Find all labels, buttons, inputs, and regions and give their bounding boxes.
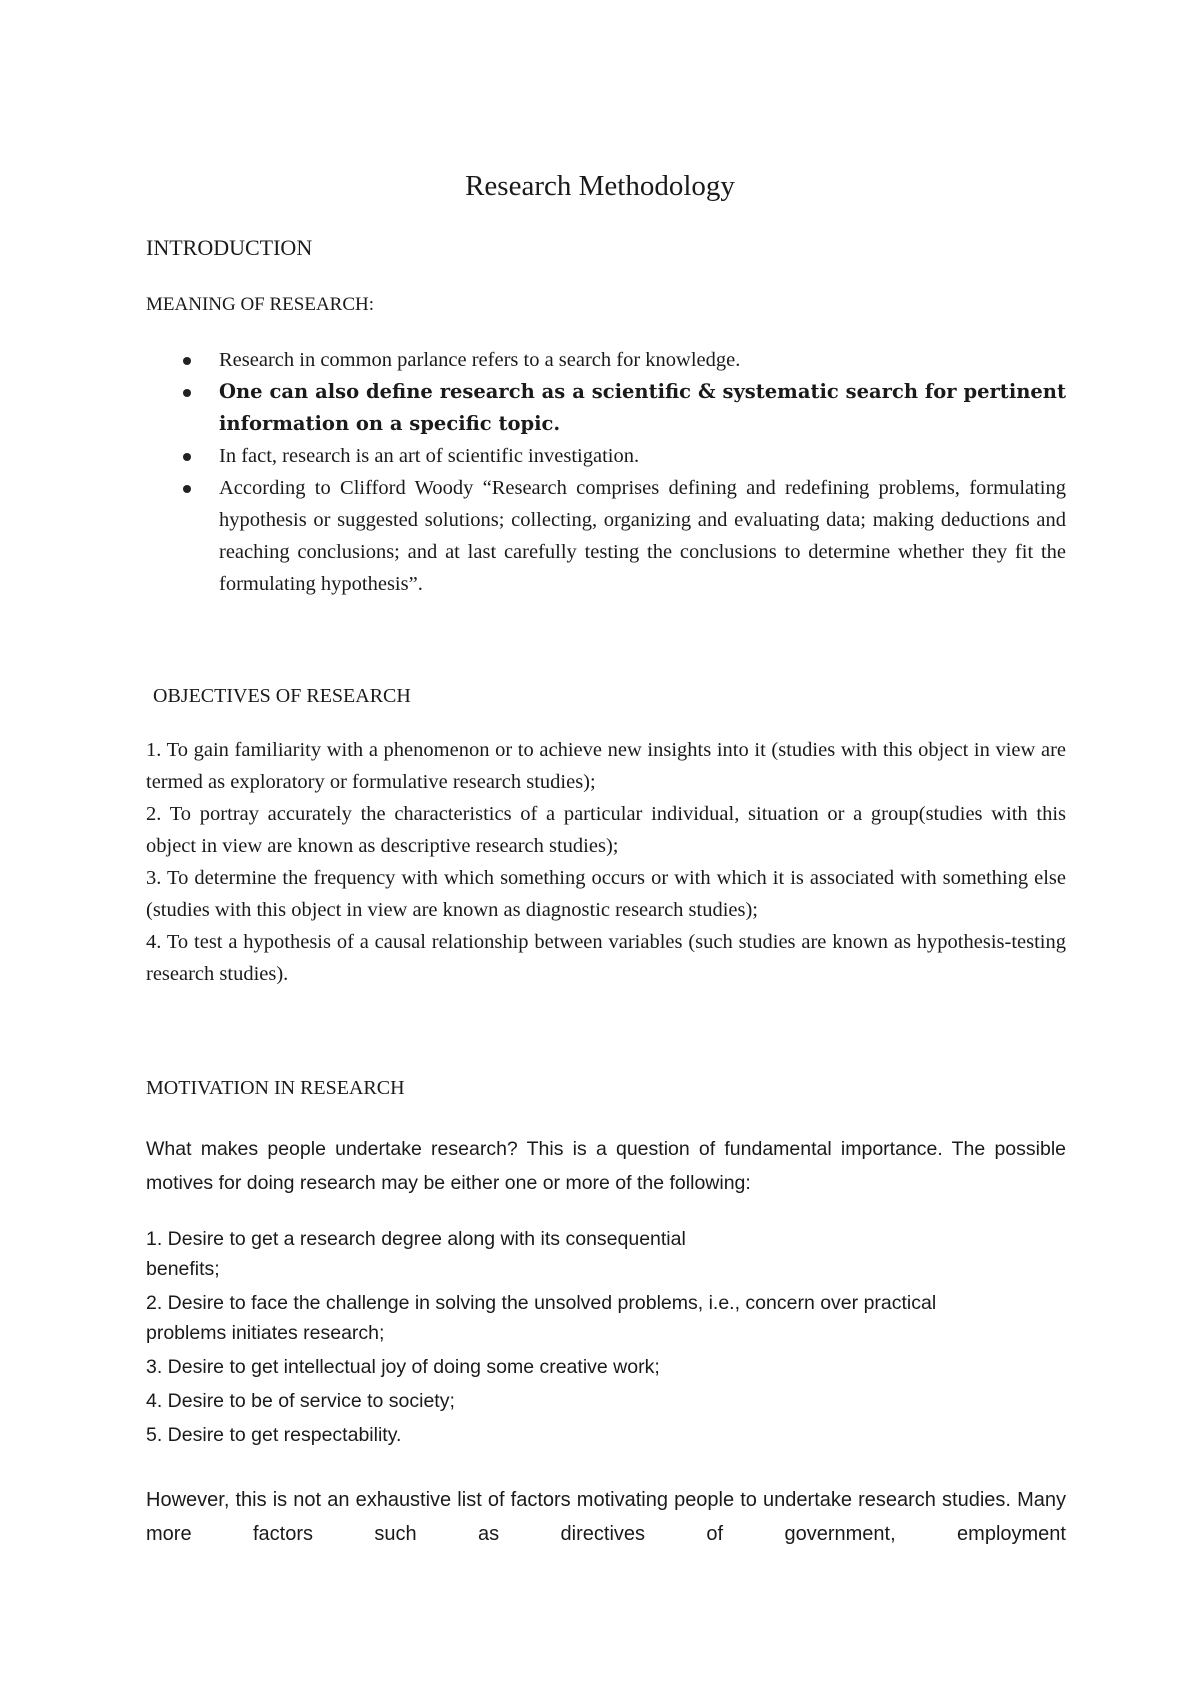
objective-item: 2. To portray accurately the characteristics of a particular individual, situation or a group(studies with this object in view are known as descriptive research studies); (146, 803, 1066, 857)
introduction-heading: INTRODUCTION (146, 235, 313, 260)
bullet-icon (183, 357, 191, 365)
motivation-intro: What makes people undertake research? This is a question of fundamental importance. The possible motives for doing research may be either one or more of the following: (146, 1138, 1066, 1194)
list-item (146, 344, 1066, 376)
bullet-icon (183, 389, 191, 397)
motivation-heading: MOTIVATION IN RESEARCH (146, 1077, 405, 1099)
bullet-icon (183, 485, 191, 493)
list-item (146, 1386, 1066, 1416)
list-item (146, 1224, 1066, 1284)
closing-paragraph: However, this is not an exhaustive list of factors motivating people to undertake research studies. Many more factors such as directives of government, employment (146, 1489, 1066, 1545)
objectives-list (146, 734, 1066, 990)
motive-text: 1. Desire to get a research degree along with its consequential benefits; (146, 1228, 686, 1280)
motive-text: 2. Desire to face the challenge in solving the unsolved problems, i.e., concern over practical problems initiates research; (146, 1292, 937, 1344)
list-item (146, 472, 1066, 600)
motive-text: 3. Desire to get intellectual joy of doing some creative work; (146, 1356, 660, 1378)
list-item (146, 1420, 1066, 1450)
objective-item: 1. To gain familiarity with a phenomenon or to achieve new insights into it (studies with this object in view are termed as exploratory or formulative research studies); (146, 739, 1066, 793)
motives-list (146, 1224, 1066, 1454)
motive-text: 5. Desire to get respectability. (146, 1424, 402, 1446)
objective-item: 4. To test a hypothesis of a causal relationship between variables (such studies are known as hypothesis-testing research studies). (146, 931, 1066, 985)
bullet-text: According to Clifford Woody “Research comprises defining and redefining problems, formulating hypothesis or suggested solutions; collecting, organizing and evaluating data; making deductions and reaching conclusions; and at last carefully testing the conclusions to determine whether they fit the formulating hypothesis”. (219, 477, 1066, 595)
bullet-icon (183, 453, 191, 461)
list-item (146, 376, 1066, 440)
list-item (146, 1352, 1066, 1382)
bullet-text: Research in common parlance refers to a search for knowledge. (219, 349, 741, 371)
motive-text: 4. Desire to be of service to society; (146, 1390, 455, 1412)
objective-item: 3. To determine the frequency with which something occurs or with which it is associated with something else (studies with this object in view are known as diagnostic research studies); (146, 867, 1066, 921)
objectives-heading: OBJECTIVES OF RESEARCH (153, 685, 411, 707)
bullet-text: One can also define research as a scientific & systematic search for pertinent information on a specific topic. (219, 380, 1066, 435)
meaning-heading: MEANING OF RESEARCH: (146, 294, 375, 315)
meaning-bullet-list (146, 344, 1066, 600)
list-item (146, 440, 1066, 472)
bullet-text: In fact, research is an art of scientific investigation. (219, 445, 640, 467)
document-title: Research Methodology (465, 170, 735, 202)
list-item (146, 1288, 1066, 1348)
